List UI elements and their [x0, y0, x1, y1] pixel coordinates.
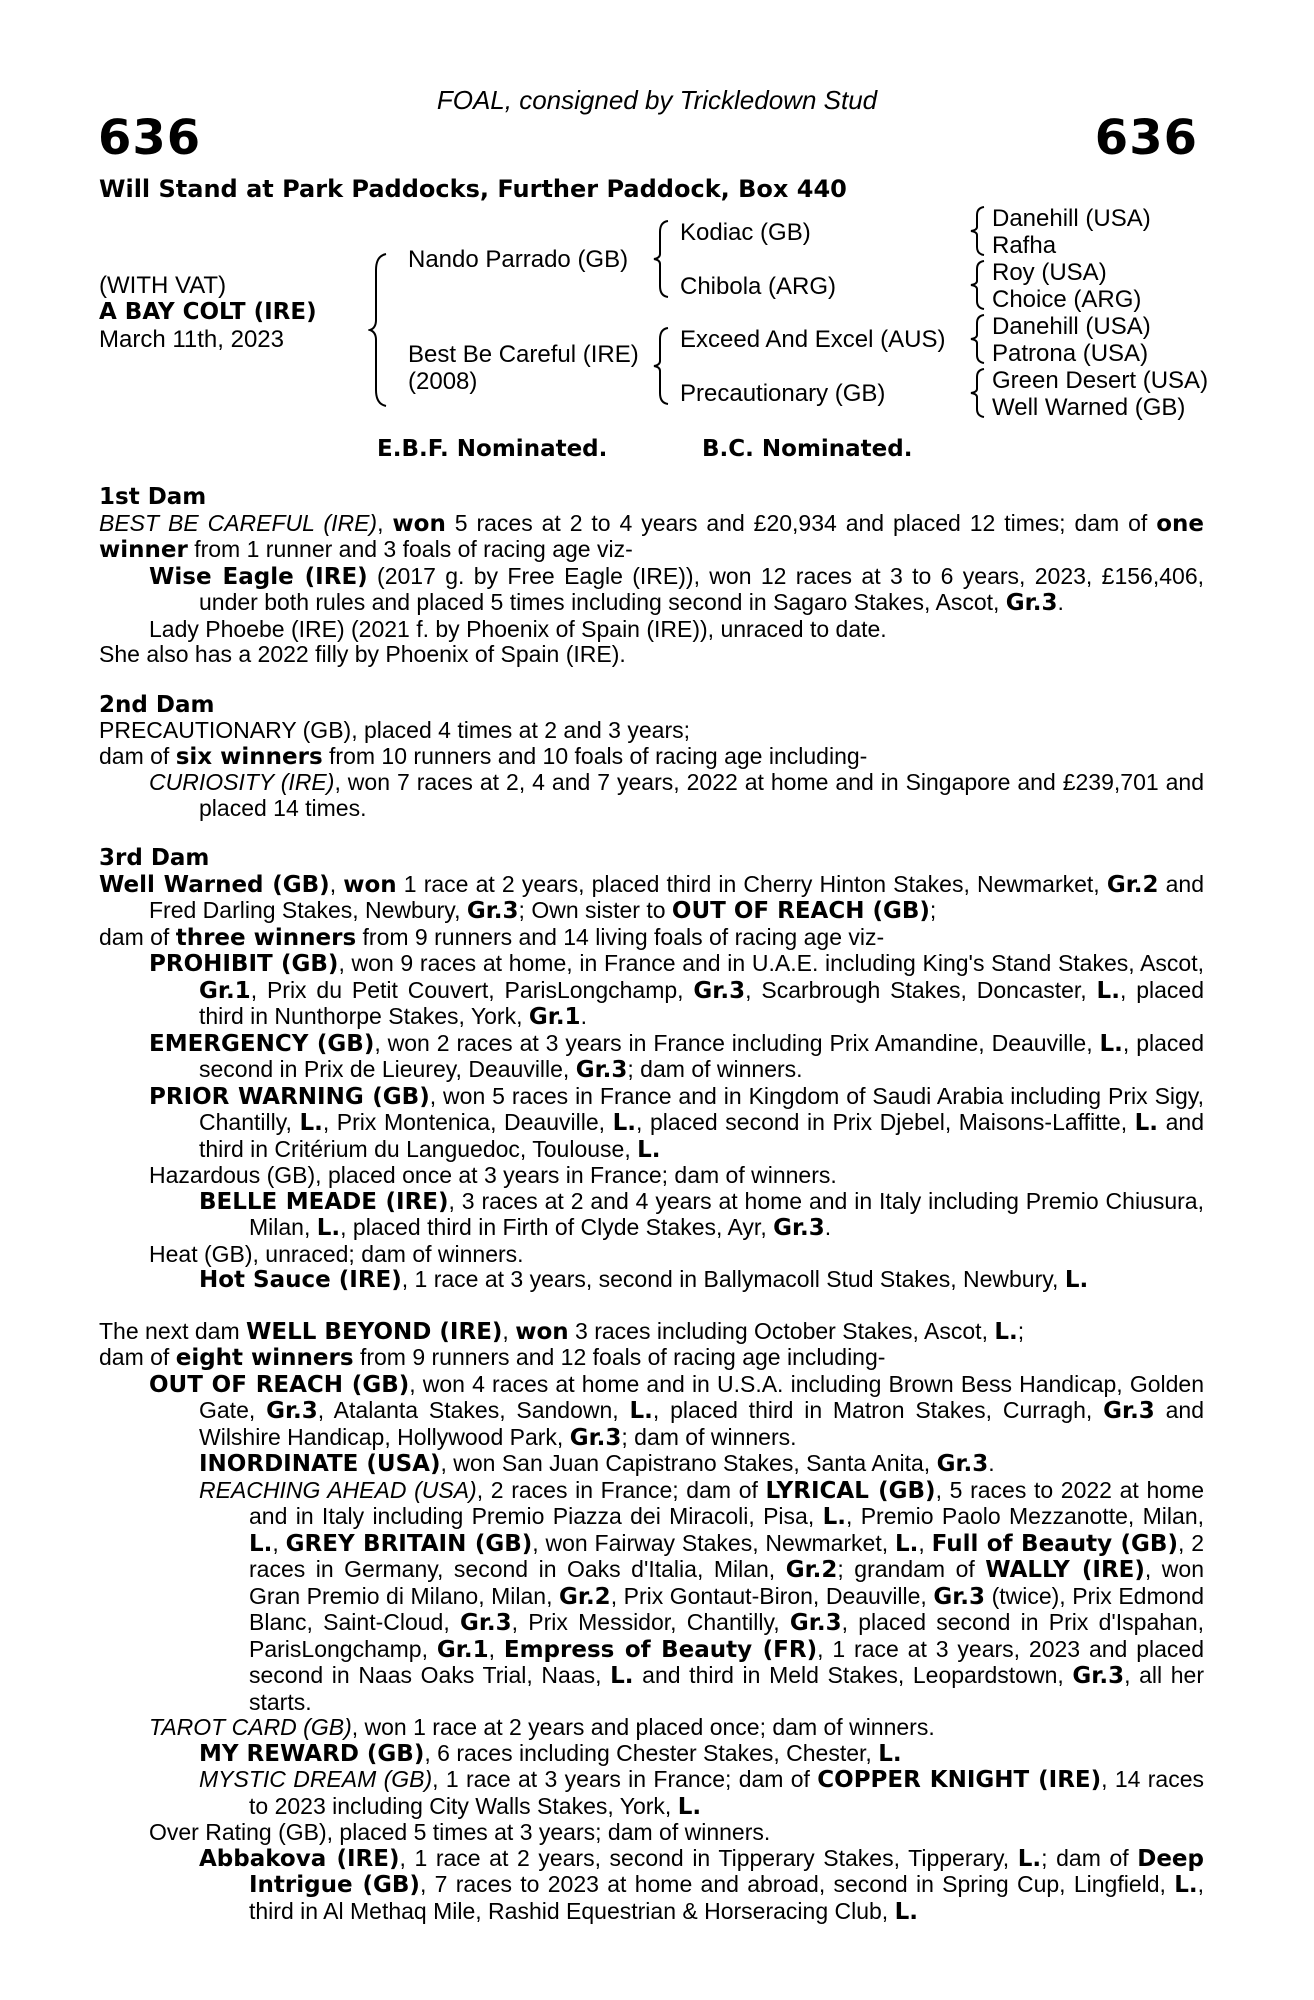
third-dam-produce-summary: dam of three winners from 9 runners and 14 living foals of racing age viz- [99, 923, 885, 951]
sire-name: Nando Parrado (GB) [408, 246, 629, 273]
gen3-8: Well Warned (GB) [992, 394, 1186, 421]
first-dam-produce-2: Lady Phoebe (IRE) (2021 f. by Phoenix of Spain (IRE)), unraced to date. [149, 615, 887, 642]
third-dam-grandproduce-1: BELLE MEADE (IRE), 3 races at 2 and 4 years at home and in Italy including Premio Chiusura, Milan, L., placed third in Firth of Clyde Stakes, Ayr, Gr.3. [199, 1187, 1204, 1241]
gen3-3: Roy (USA) [992, 259, 1107, 286]
next-dam-produce-1: OUT OF REACH (GB), won 4 races at home and in U.S.A. including Brown Bess Handicap, Golden Gate, Gr.3, Atalanta Stakes, Sandown, L., placed third in Matron Stakes, Curragh, Gr.3 and Wilshire Handicap, Hollywood Park, Gr.3; dam of winners. [149, 1370, 1204, 1451]
third-dam-heading: 3rd Dam [99, 845, 210, 871]
next-dam-grandproduce-1: INORDINATE (USA), won San Juan Capistrano Stakes, Santa Anita, Gr.3. [199, 1450, 995, 1477]
gen3-4: Choice (ARG) [992, 286, 1142, 313]
gen3-1: Danehill (USA) [992, 205, 1151, 232]
consignment-line: FOAL, consigned by Trickledown Stud [436, 85, 878, 115]
second-dam-produce-1: CURIOSITY (IRE), won 7 races at 2, 4 and 7 years, 2022 at home and in Singapore and £239,701 and placed 14 times. [149, 769, 1204, 821]
next-dam-grandproduce-3: MY REWARD (GB), 6 races including Chester Stakes, Chester, L. [199, 1739, 902, 1767]
first-dam-record: BEST BE CAREFUL (IRE), won 5 races at 2 to 4 years and £20,934 and placed 12 times; dam of one winner from 1 runner and 3 foals of racing age viz- [99, 509, 1204, 563]
stand-location: Will Stand at Park Paddocks, Further Paddock, Box 440 [99, 175, 847, 203]
next-dam-produce-summary: dam of eight winners from 9 runners and 12 foals of racing age including- [99, 1344, 886, 1371]
next-dam-produce-2: TAROT CARD (GB), won 1 race at 2 years and placed once; dam of winners. [149, 1714, 935, 1740]
horse-name: A BAY COLT (IRE) [99, 299, 317, 325]
third-dam-produce-4: Hazardous (GB), placed once at 3 years in France; dam of winners. [149, 1162, 837, 1188]
gen3-2: Rafha [992, 232, 1057, 259]
sire-dam: Chibola (ARG) [680, 273, 837, 300]
first-dam-heading: 1st Dam [99, 484, 207, 510]
horse-dob: March 11th, 2023 [99, 326, 285, 353]
second-dam-produce-summary: dam of six winners from 10 runners and 10 foals of racing age including- [99, 742, 868, 770]
next-dam-grandproduce-4: MYSTIC DREAM (GB), 1 race at 3 years in France; dam of COPPER KNIGHT (IRE), 14 races to 2023 including City Walls Stakes, York, L. [199, 1766, 1205, 1820]
first-dam-produce-1: Wise Eagle (IRE) (2017 g. by Free Eagle (IRE)), won 12 races at 3 to 6 years, 2023, £156,406, under both rules and placed 5 times including second in Sagaro Stakes, Ascot, Gr.3. [149, 562, 1204, 616]
vat-note: (WITH VAT) [99, 272, 227, 299]
third-dam-produce-5: Heat (GB), unraced; dam of winners. [149, 1240, 524, 1267]
lot-number-right: 636 [1094, 110, 1198, 166]
next-dam-produce-3: Over Rating (GB), placed 5 times at 3 years; dam of winners. [149, 1819, 771, 1845]
next-dam-grandproduce-2: REACHING AHEAD (USA), 2 races in France; dam of LYRICAL (GB), 5 races to 2022 at home and in Italy including Premio Piazza dei Miracoli, Pisa, L., Premio Paolo Mezzanotte, Milan, L., GREY BRITAIN (GB), won Fairway Stakes, Newmarket, L., Full of Beauty (GB), 2 races in Germany, second in Oaks d'Italia, Milan, Gr.2; grandam of WALLY (IRE), won Gran Premio di Milano, Milan, Gr.2, Prix Gontaut-Biron, Deauville, Gr.3 (twice), Prix Edmond Blanc, Saint-Cloud, Gr.3, Prix Messidor, Chantilly, Gr.3, placed second in Prix d'Ispahan, ParisLongchamp, Gr.1, Empress of Beauty (FR), 1 race at 3 years, 2023 and placed second in Naas Oaks Trial, Naas, L. and third in Meld Stakes, Leopardstown, Gr.3, all her starts. [199, 1476, 1205, 1715]
catalogue-body [99, 485, 1204, 1925]
lot-number-left: 636 [98, 110, 202, 166]
next-dam-grandproduce-5: Abbakova (IRE), 1 race at 2 years, second in Tipperary Stakes, Tipperary, L.; dam of Deep Intrigue (GB), 7 races to 2023 at home and abroad, second in Spring Cup, Lingfield, L., third in Al Methaq Mile, Rashid Equestrian & Horseracing Club, L. [199, 1844, 1204, 1925]
dam-sire: Exceed And Excel (AUS) [680, 326, 946, 353]
main-brace-icon [368, 250, 390, 410]
dam-year: (2008) [408, 368, 478, 395]
gen3-7: Green Desert (USA) [992, 367, 1209, 394]
gen3-brace-4-icon [968, 366, 988, 420]
gen3-5: Danehill (USA) [992, 313, 1151, 340]
third-dam-produce-1: PROHIBIT (GB), won 9 races at home, in France and in U.A.E. including King's Stand Stakes, Ascot, Gr.1, Prix du Petit Couvert, ParisLongchamp, Gr.3, Scarbrough Stakes, Doncaster, L., placed third in Nunthorpe Stakes, York, Gr.1. [149, 950, 1204, 1030]
dam-name: Best Be Careful (IRE) [408, 341, 639, 368]
sire-sire: Kodiac (GB) [680, 219, 811, 246]
third-dam-produce-3: PRIOR WARNING (GB), won 5 races in France and in Kingdom of Saudi Arabia including Prix Sigy, Chantilly, L., Prix Montenica, Deauville, L., placed second in Prix Djebel, Maisons-Laffitte, L. and third in Critérium du Languedoc, Toulouse, L. [149, 1082, 1204, 1163]
third-dam-record: Well Warned (GB), won 1 race at 2 years, placed third in Cherry Hinton Stakes, Newmarket, Gr.2 and Fred Darling Stakes, Newbury, Gr.3; Own sister to OUT OF REACH (GB); [99, 870, 1205, 924]
gen3-brace-2-icon [968, 258, 988, 312]
gen3-6: Patrona (USA) [992, 340, 1149, 367]
third-dam-grandproduce-2: Hot Sauce (IRE), 1 race at 3 years, second in Ballymacoll Stud Stakes, Newbury, L. [199, 1266, 1089, 1293]
gen3-brace-3-icon [968, 312, 988, 366]
ebf-nomination: E.B.F. Nominated. [377, 436, 608, 462]
bc-nomination: B.C. Nominated. [702, 436, 913, 462]
next-dam-record: The next dam WELL BEYOND (IRE), won 3 races including October Stakes, Ascot, L.; [99, 1317, 1025, 1345]
third-dam-produce-2: EMERGENCY (GB), won 2 races at 3 years in France including Prix Amandine, Deauville, L., placed second in Prix de Lieurey, Deauville, Gr.3; dam of winners. [149, 1029, 1204, 1083]
second-dam-heading: 2nd Dam [99, 691, 215, 718]
second-dam-record: PRECAUTIONARY (GB), placed 4 times at 2 and 3 years; [99, 717, 690, 743]
gen3-brace-1-icon [968, 204, 988, 258]
dam-dam: Precautionary (GB) [680, 380, 886, 407]
sire-brace-icon [652, 218, 672, 300]
dam-brace-icon [652, 325, 672, 407]
first-dam-note: She also has a 2022 filly by Phoenix of Spain (IRE). [99, 641, 626, 667]
